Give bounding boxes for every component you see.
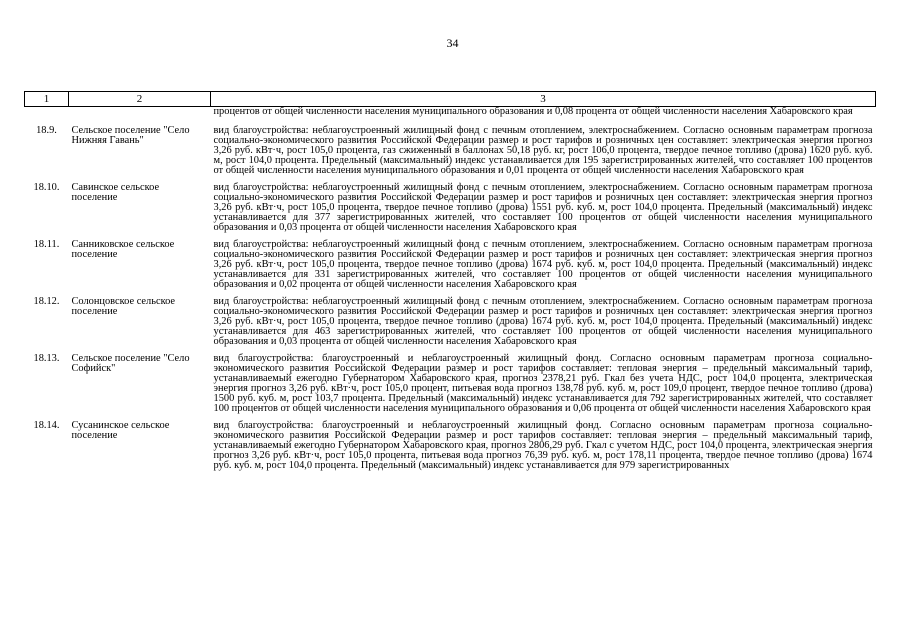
page-number: 34 — [446, 36, 459, 50]
row-number: 18.9. — [36, 125, 57, 136]
settlement-name: Сусанинское сельское поселение — [71, 420, 170, 441]
table-row-continuation — [25, 107, 876, 127]
settlement-name: Сельское поселение "Село Софийск" — [71, 353, 190, 374]
row-number: 18.13. — [33, 353, 60, 364]
table-row — [25, 421, 876, 478]
table-row — [25, 297, 876, 354]
row-number: 18.14. — [33, 420, 60, 431]
settlement-name: Савинское сельское поселение — [71, 182, 160, 203]
settlement-name: Санниковское сельское поселение — [71, 239, 175, 260]
settlement-name: Солонцовское сельское поселение — [71, 296, 176, 317]
row-description: вид благоустройства: неблагоустроенный жилищный фонд с печным отоплением, электроснабжением. Согласно основным параметрам прогноза социально-экономического развития Российской Федерации размер и рост тарифов и розничных цен составляет: электрическая энергия прогноз 3,26 руб. кВт·ч, рост 105,0 процента, твердое печное топливо (дрова) 1674 руб. куб. м, рост 104,0 процента. Предельный (максимальный) индекс устанавливается для 331 зарегистрированных жителей, что составляет 100 процентов от общей численности населения муниципального образования и 0,02 процента от общей численности населения Хабаровского края — [213, 239, 873, 290]
row-description: вид благоустройства: неблагоустроенный жилищный фонд с печным отоплением, электроснабжением. Согласно основным параметрам прогноза социально-экономического развития Российской Федерации размер и рост тарифов и розничных цен составляет: электрическая энергия прогноз 3,26 руб. кВт·ч, рост 105,0 процента, твердое печное топливо (дрова) 1674 руб. куб. м, рост 104,0 процента. Предельный (максимальный) индекс устанавливается для 463 зарегистрированных жителей, что составляет 100 процентов от общей численности населения муниципального образования и 0,03 процента от общей численности населения Хабаровского края — [213, 296, 873, 347]
row-description: вид благоустройства: неблагоустроенный жилищный фонд с печным отоплением, электроснабжением. Согласно основным параметрам прогноза социально-экономического развития Российской Федерации размер и рост тарифов и розничных цен составляет: электрическая энергия прогноз 3,26 руб. кВт·ч, рост 105,0 процента, газ сжиженный в баллонах 50,18 руб. кг, рост 106,0 процента, твердое печное топливо (дрова) 1620 руб. куб. м, рост 104,0 процента. Предельный (максимальный) индекс устанавливается для 195 зарегистрированных жителей, что составляет 100 процентов от общей численности населения муниципального образования и 0,01 процента от общей численности населения Хабаровского края — [213, 125, 873, 176]
row-description: вид благоустройства: благоустроенный и неблагоустроенный жилищный фонд. Согласно основным параметрам прогноза социально-экономического развития Российской Федерации размер и рост тарифов составляет: тепловая энергия – предельный максимальный тариф, устанавливаемый ежегодно Губернатором Хабаровского края, прогноз 2378,21 руб. Гкал без учета НДС, рост 104,0 процента, электрическая энергия прогноз 3,26 руб. кВт·ч, рост 105,0 процент, питьевая вода прогноз 138,78 руб. куб. м, рост 109,0 процент, твердое печное топливо (дрова) 1500 руб. куб. м, рост 103,7 процента. Предельный (максимальный) индекс устанавливается для 792 зарегистрированных жителей, что составляет 100 процентов от общей численности населения муниципального образования и 0,06 процента от общей численности населения Хабаровского края — [213, 353, 873, 414]
row-description: вид благоустройства: благоустроенный и неблагоустроенный жилищный фонд. Согласно основным параметрам прогноза социально-экономического развития Российской Федерации размер и рост тарифов составляет: тепловая энергия – предельный максимальный тариф, устанавливаемый ежегодно Губернатором Хабаровского края, прогноз 2806,29 руб. Гкал с учетом НДС, рост 104,0 процента, электрическая энергия прогноз 3,26 руб. кВт·ч, рост 105,0 процента, питьевая вода прогноз 76,39 руб. куб. м, рост 178,11 процента, твердое печное топливо (дрова) 1674 руб. куб. м, рост 104,0 процента. Предельный (максимальный) индекс устанавливается для 979 зарегистрированных — [213, 420, 873, 471]
row-description: вид благоустройства: неблагоустроенный жилищный фонд с печным отоплением, электроснабжением. Согласно основным параметрам прогноза социально-экономического развития Российской Федерации размер и рост тарифов и розничных цен составляет: электрическая энергия прогноз 3,26 руб. кВт·ч, рост 105,0 процента, твердое печное топливо (дрова) 1551 руб. куб. м, рост 104,0 процента. Предельный (максимальный) индекс устанавливается для 377 зарегистрированных жителей, что составляет 100 процентов от общей численности населения муниципального образования и 0,03 процента от общей численности населения Хабаровского края — [213, 182, 873, 233]
row-number: 18.11. — [33, 239, 60, 250]
settlement-name: Сельское поселение "Село Нижняя Гавань" — [71, 125, 190, 146]
table-row — [25, 240, 876, 297]
tariff-table — [24, 91, 876, 478]
row-number: 18.10. — [33, 182, 60, 193]
row-number: 18.12. — [33, 296, 60, 307]
column-header-2: 2 — [69, 92, 211, 107]
table-row — [25, 183, 876, 240]
column-header-1: 1 — [25, 92, 69, 107]
table-row — [25, 354, 876, 421]
table-row — [25, 126, 876, 183]
continuation-text: процентов от общей численности населения муниципального образования и 0,08 процента от общей численности населения Хабаровского края — [213, 106, 853, 117]
column-header-3: 3 — [211, 92, 876, 107]
table-header-row — [25, 92, 876, 107]
